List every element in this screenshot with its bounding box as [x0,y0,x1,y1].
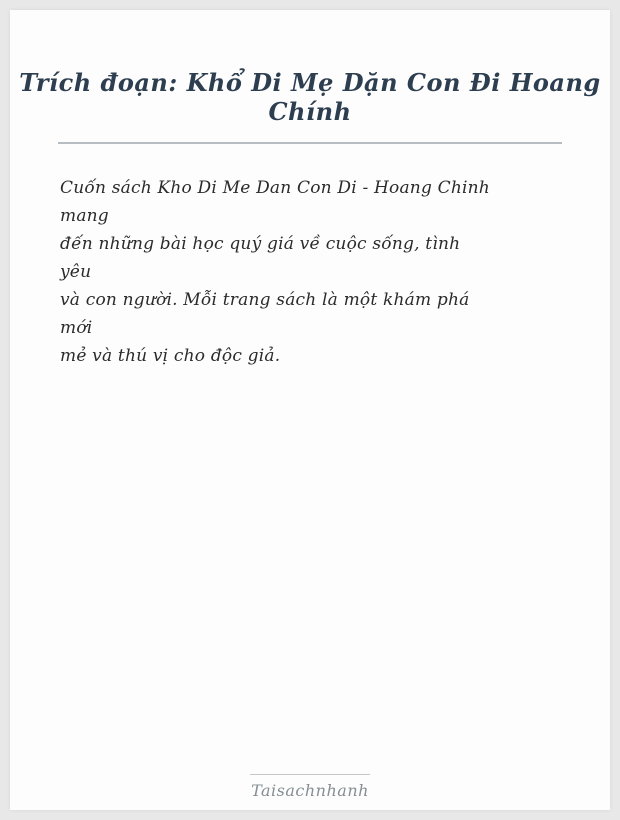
excerpt-line: Cuốn sách Kho Di Me Dan Con Di - Hoang Chinh [60,178,490,198]
excerpt-line: mang [60,206,109,226]
excerpt-line: mới [60,318,93,338]
footer-brand: Taisachnhanh [251,781,369,800]
excerpt-line: và con người. Mỗi trang sách là một khám phá [60,290,470,310]
excerpt-line: mẻ và thú vị cho độc giả. [60,346,281,366]
title-divider [58,142,562,144]
excerpt-line: đến những bài học quý giá về cuộc sống, tình [60,234,461,254]
page-footer [10,774,610,800]
document-page [10,10,610,810]
excerpt-body [60,174,560,370]
excerpt-line: yêu [60,262,92,282]
page-title: Trích đoạn: Khổ Di Mẹ Dặn Con Đi Hoang Chính [19,68,601,126]
footer-divider [250,774,370,775]
